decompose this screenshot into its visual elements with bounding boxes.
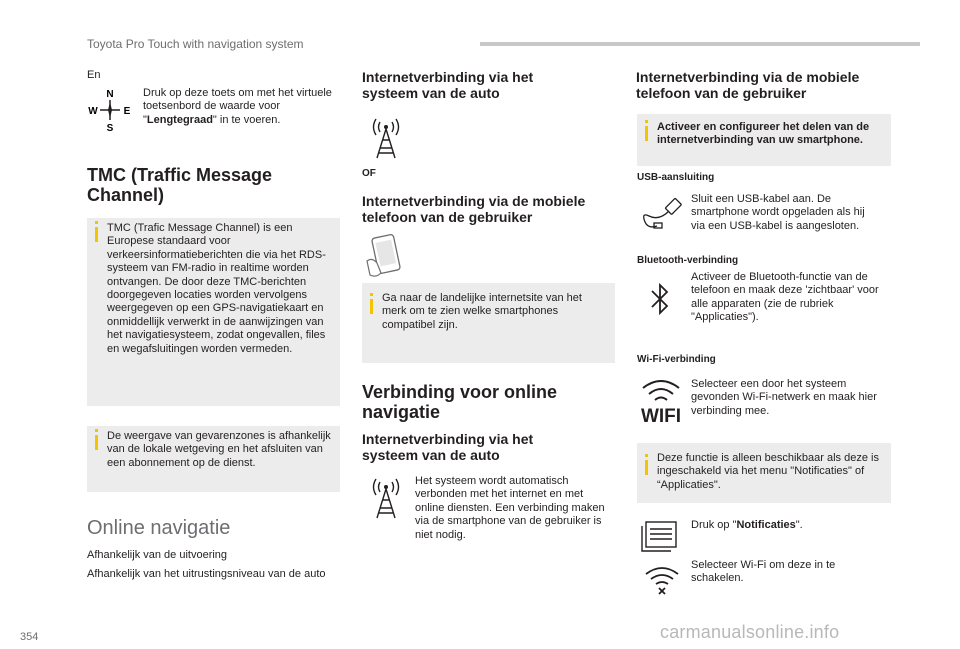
online-navigation-heading: Online navigatie <box>87 517 231 539</box>
bluetooth-label: Bluetooth-verbinding <box>637 255 739 266</box>
tmc-info-box <box>87 218 340 406</box>
activate-info-text: Activeer en configureer het delen van de internetverbinding van uw smartphone. <box>657 121 870 147</box>
usb-cable-icon <box>639 196 683 232</box>
compass-w: W <box>88 106 98 117</box>
zones-info-box <box>87 426 340 492</box>
tmc-heading: TMC (Traffic Message Channel) <box>87 165 273 205</box>
online-connection-heading: Verbinding voor online navigatie <box>362 382 558 422</box>
compass-e: E <box>123 106 131 117</box>
wifi-off-icon <box>644 566 680 596</box>
notification-info-box <box>637 443 891 503</box>
wifi-icon-text: WIFI <box>640 406 682 424</box>
compass-description: Druk op deze toets om met het virtuele toetsenbord de waarde voor "Lengtegraad" in te voeren. <box>143 87 332 126</box>
antenna-icon <box>368 118 404 160</box>
usb-label: USB-aansluiting <box>637 172 715 183</box>
page-number: 354 <box>20 631 39 643</box>
system-connection-heading: Internetverbinding via het systeem van de auto <box>362 69 534 101</box>
phone-info-text: Ga naar de landelijke internetsite van het merk om te zien welke smartphones compatibel zijn. <box>382 292 582 331</box>
header-divider <box>480 42 920 46</box>
notifications-icon <box>641 521 677 553</box>
compass-s: S <box>106 123 114 132</box>
zones-info-text: De weergave van gevarenzones is afhankelijk van de lokale wetgeving en het afsluiten van een abonnement op de dienst. <box>107 430 331 469</box>
watermark: carmanualsonline.info <box>660 622 840 642</box>
wifi-label: Wi-Fi-verbinding <box>637 354 716 365</box>
compass-n: N <box>106 89 114 100</box>
bluetooth-text: Activeer de Bluetooth-functie van de telefoon en maak deze 'zichtbaar' voor alle apparaten (zie de rubriek "Applicaties"). <box>691 271 879 324</box>
page-header-title: Toyota Pro Touch with navigation system <box>87 37 304 51</box>
system-connection-text: Het systeem wordt automatisch verbonden met het internet en met online diensten. Een verbinding maken via de smartphone van de gebruiker is niet nodig. <box>415 475 605 541</box>
en-label: En <box>87 69 101 81</box>
activate-info-box <box>637 114 891 166</box>
antenna-icon-2 <box>368 478 404 520</box>
tmc-info-text: TMC (Trafic Message Channel) is een Europese standaard voor verkeersinformatieberichten die via het RDS-systeem van FM-radio in realtime worden ontvangen. De door deze TMC-berichten doorgegeven locaties worden vervolgens weergegeven op een GPS-navigatiekaart en onmiddellijk verwerkt in de aanwijzingen van het navigatiesysteem, zodat ongevallen, files en wegafsluitingen worden vermeden. <box>107 222 326 355</box>
smartphone-hand-icon <box>364 233 406 279</box>
bluetooth-icon <box>648 282 672 316</box>
wifi-text: Selecteer een door het systeem gevonden Wi-Fi-netwerk en maak hier verbinding mee. <box>691 378 877 417</box>
phone-connection-heading: Internetverbinding via de mobiele telefoon van de gebruiker <box>362 193 586 225</box>
wifi-toggle-text: Selecteer Wi-Fi om deze in te schakelen. <box>691 559 836 585</box>
online-navigation-p1: Afhankelijk van de uitvoering <box>87 549 228 561</box>
phone-info-box <box>362 283 615 363</box>
phone-connection-heading-right: Internetverbinding via de mobiele telefoon van de gebruiker <box>636 69 860 101</box>
system-connection-heading-2: Internetverbinding via het systeem van de auto <box>362 431 534 463</box>
notification-info-text: Deze functie is alleen beschikbaar als deze is ingeschakeld via het menu "Notificaties" of “Applicaties". <box>657 452 879 491</box>
or-label: OF <box>362 168 376 179</box>
online-navigation-p2: Afhankelijk van het uitrustingsniveau van de auto <box>87 568 326 580</box>
usb-text: Sluit een USB-kabel aan. De smartphone wordt opgeladen als hij via een USB-kabel is aangesloten. <box>691 193 865 232</box>
notification-text: Druk op "Notificaties". <box>691 519 803 531</box>
wifi-icon <box>639 378 683 424</box>
compass-icon <box>88 88 132 132</box>
